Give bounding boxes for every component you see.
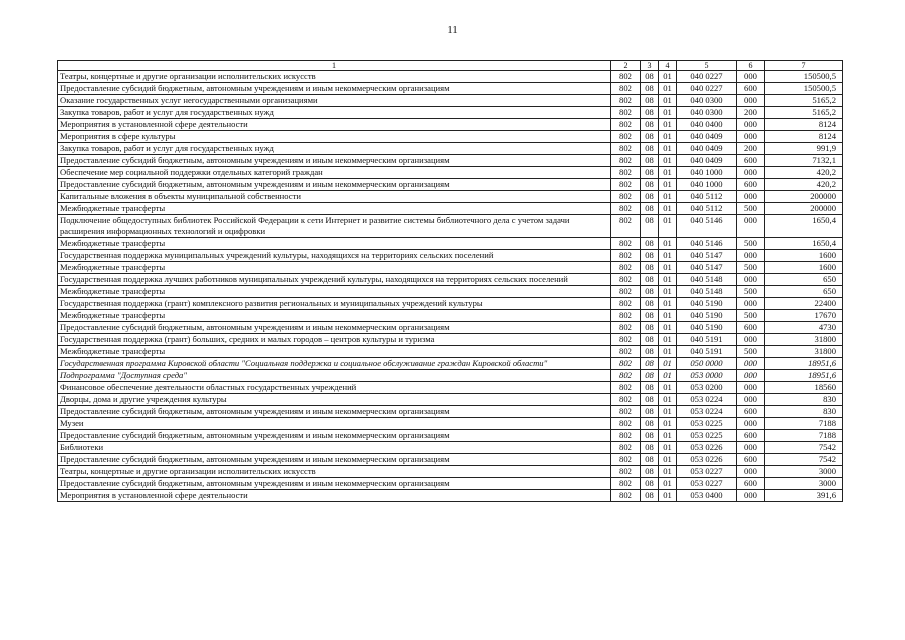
table-row bbox=[58, 322, 843, 334]
row-code-4: 01 bbox=[659, 274, 677, 286]
row-name: Финансовое обеспечение деятельности областных государственных учреждений bbox=[58, 382, 611, 394]
row-code-5: 053 0225 bbox=[677, 418, 737, 430]
table-row bbox=[58, 71, 843, 83]
row-code-3: 08 bbox=[641, 478, 659, 490]
row-code-4: 01 bbox=[659, 83, 677, 95]
row-code-2: 802 bbox=[611, 466, 641, 478]
table-row bbox=[58, 358, 843, 370]
row-code-3: 08 bbox=[641, 262, 659, 274]
row-amount: 8124 bbox=[765, 131, 843, 143]
row-code-2: 802 bbox=[611, 334, 641, 346]
row-code-3: 08 bbox=[641, 107, 659, 119]
row-name: Государственная программа Кировской области "Социальная поддержка и социальное обслуживание граждан Кировской области" bbox=[58, 358, 611, 370]
row-code-5: 040 5191 bbox=[677, 334, 737, 346]
table-row bbox=[58, 418, 843, 430]
row-code-4: 01 bbox=[659, 370, 677, 382]
row-code-2: 802 bbox=[611, 167, 641, 179]
row-code-2: 802 bbox=[611, 179, 641, 191]
row-code-5: 050 0000 bbox=[677, 358, 737, 370]
table-row bbox=[58, 155, 843, 167]
row-code-4: 01 bbox=[659, 298, 677, 310]
row-amount: 3000 bbox=[765, 478, 843, 490]
row-code-2: 802 bbox=[611, 370, 641, 382]
row-code-5: 053 0400 bbox=[677, 490, 737, 502]
row-amount: 200000 bbox=[765, 191, 843, 203]
page-number: 11 bbox=[447, 24, 458, 36]
row-code-6: 000 bbox=[737, 167, 765, 179]
row-name: Государственная поддержка лучших работников муниципальных учреждений культуры, находящихся на территориях сельских поселений bbox=[58, 274, 611, 286]
row-name: Предоставление субсидий бюджетным, автономным учреждениям и иным некоммерческим организациям bbox=[58, 454, 611, 466]
row-code-2: 802 bbox=[611, 286, 641, 298]
row-code-6: 500 bbox=[737, 286, 765, 298]
header-col-3: 3 bbox=[641, 61, 659, 71]
row-code-2: 802 bbox=[611, 119, 641, 131]
row-name: Предоставление субсидий бюджетным, автономным учреждениям и иным некоммерческим организациям bbox=[58, 406, 611, 418]
row-code-6: 500 bbox=[737, 262, 765, 274]
row-code-5: 040 1000 bbox=[677, 179, 737, 191]
row-code-6: 000 bbox=[737, 298, 765, 310]
row-code-4: 01 bbox=[659, 107, 677, 119]
table-row bbox=[58, 274, 843, 286]
table-row bbox=[58, 119, 843, 131]
row-code-5: 040 1000 bbox=[677, 167, 737, 179]
row-code-4: 01 bbox=[659, 490, 677, 502]
row-code-6: 600 bbox=[737, 478, 765, 490]
row-amount: 991,9 bbox=[765, 143, 843, 155]
row-code-2: 802 bbox=[611, 250, 641, 262]
row-code-3: 08 bbox=[641, 250, 659, 262]
row-code-5: 040 5191 bbox=[677, 346, 737, 358]
row-code-5: 040 0300 bbox=[677, 107, 737, 119]
table-row bbox=[58, 95, 843, 107]
row-code-6: 000 bbox=[737, 394, 765, 406]
row-code-3: 08 bbox=[641, 466, 659, 478]
row-amount: 7542 bbox=[765, 442, 843, 454]
row-name: Государственная поддержка (грант) комплексного развития региональных и муниципальных учреждений культуры bbox=[58, 298, 611, 310]
row-code-6: 600 bbox=[737, 155, 765, 167]
row-code-3: 08 bbox=[641, 322, 659, 334]
row-name: Предоставление субсидий бюджетным, автономным учреждениям и иным некоммерческим организациям bbox=[58, 430, 611, 442]
row-code-5: 040 0227 bbox=[677, 71, 737, 83]
row-code-3: 08 bbox=[641, 490, 659, 502]
row-amount: 7542 bbox=[765, 454, 843, 466]
row-code-5: 040 5146 bbox=[677, 238, 737, 250]
row-amount: 150500,5 bbox=[765, 71, 843, 83]
row-code-6: 000 bbox=[737, 191, 765, 203]
row-code-5: 053 0227 bbox=[677, 466, 737, 478]
row-amount: 31800 bbox=[765, 346, 843, 358]
row-code-3: 08 bbox=[641, 382, 659, 394]
row-code-2: 802 bbox=[611, 131, 641, 143]
row-code-3: 08 bbox=[641, 430, 659, 442]
row-amount: 17670 bbox=[765, 310, 843, 322]
row-code-3: 08 bbox=[641, 442, 659, 454]
row-amount: 1650,4 bbox=[765, 215, 843, 238]
row-code-2: 802 bbox=[611, 83, 641, 95]
row-code-4: 01 bbox=[659, 310, 677, 322]
row-amount: 830 bbox=[765, 406, 843, 418]
table-row bbox=[58, 490, 843, 502]
row-amount: 7188 bbox=[765, 430, 843, 442]
row-code-5: 053 0000 bbox=[677, 370, 737, 382]
row-code-2: 802 bbox=[611, 394, 641, 406]
table-header-row bbox=[58, 61, 843, 71]
row-name: Мероприятия в установленной сфере деятельности bbox=[58, 119, 611, 131]
row-code-4: 01 bbox=[659, 346, 677, 358]
table-row bbox=[58, 442, 843, 454]
row-code-2: 802 bbox=[611, 71, 641, 83]
row-code-3: 08 bbox=[641, 298, 659, 310]
row-code-4: 01 bbox=[659, 478, 677, 490]
row-amount: 650 bbox=[765, 274, 843, 286]
row-code-4: 01 bbox=[659, 322, 677, 334]
table-row bbox=[58, 215, 843, 238]
row-name: Театры, концертные и другие организации исполнительских искусств bbox=[58, 71, 611, 83]
table-row bbox=[58, 454, 843, 466]
table-row bbox=[58, 382, 843, 394]
row-code-2: 802 bbox=[611, 143, 641, 155]
row-code-2: 802 bbox=[611, 478, 641, 490]
row-code-6: 000 bbox=[737, 418, 765, 430]
row-code-3: 08 bbox=[641, 131, 659, 143]
row-code-5: 040 5190 bbox=[677, 298, 737, 310]
row-code-5: 040 5146 bbox=[677, 215, 737, 238]
row-code-2: 802 bbox=[611, 262, 641, 274]
row-code-2: 802 bbox=[611, 155, 641, 167]
row-code-2: 802 bbox=[611, 490, 641, 502]
row-amount: 7188 bbox=[765, 418, 843, 430]
row-code-4: 01 bbox=[659, 215, 677, 238]
row-code-4: 01 bbox=[659, 382, 677, 394]
row-code-5: 053 0226 bbox=[677, 454, 737, 466]
row-code-4: 01 bbox=[659, 442, 677, 454]
row-code-4: 01 bbox=[659, 250, 677, 262]
row-amount: 1600 bbox=[765, 250, 843, 262]
row-code-5: 040 0409 bbox=[677, 143, 737, 155]
row-code-3: 08 bbox=[641, 310, 659, 322]
table-row bbox=[58, 131, 843, 143]
row-code-4: 01 bbox=[659, 131, 677, 143]
row-code-5: 053 0225 bbox=[677, 430, 737, 442]
table-row bbox=[58, 83, 843, 95]
row-code-6: 000 bbox=[737, 215, 765, 238]
row-code-6: 000 bbox=[737, 442, 765, 454]
row-code-6: 200 bbox=[737, 143, 765, 155]
row-code-5: 053 0226 bbox=[677, 442, 737, 454]
row-code-2: 802 bbox=[611, 215, 641, 238]
row-name: Предоставление субсидий бюджетным, автономным учреждениям и иным некоммерческим организациям bbox=[58, 322, 611, 334]
row-name: Закупка товаров, работ и услуг для государственных нужд bbox=[58, 143, 611, 155]
row-amount: 420,2 bbox=[765, 179, 843, 191]
row-code-6: 500 bbox=[737, 203, 765, 215]
row-name: Мероприятия в установленной сфере деятельности bbox=[58, 490, 611, 502]
row-code-5: 053 0200 bbox=[677, 382, 737, 394]
row-name: Межбюджетные трансферты bbox=[58, 262, 611, 274]
table-row bbox=[58, 394, 843, 406]
header-col-1: 1 bbox=[58, 61, 611, 71]
row-code-6: 600 bbox=[737, 322, 765, 334]
row-amount: 3000 bbox=[765, 466, 843, 478]
table-row bbox=[58, 179, 843, 191]
row-code-4: 01 bbox=[659, 71, 677, 83]
row-code-6: 000 bbox=[737, 490, 765, 502]
row-code-3: 08 bbox=[641, 155, 659, 167]
row-name: Оказание государственных услуг негосударственными организациями bbox=[58, 95, 611, 107]
row-code-2: 802 bbox=[611, 274, 641, 286]
row-code-2: 802 bbox=[611, 310, 641, 322]
row-code-3: 08 bbox=[641, 418, 659, 430]
row-code-4: 01 bbox=[659, 203, 677, 215]
header-col-2: 2 bbox=[611, 61, 641, 71]
row-name: Предоставление субсидий бюджетным, автономным учреждениям и иным некоммерческим организациям bbox=[58, 179, 611, 191]
row-code-6: 000 bbox=[737, 334, 765, 346]
header-col-6: 6 bbox=[737, 61, 765, 71]
row-code-4: 01 bbox=[659, 191, 677, 203]
row-amount: 31800 bbox=[765, 334, 843, 346]
row-name: Предоставление субсидий бюджетным, автономным учреждениям и иным некоммерческим организациям bbox=[58, 478, 611, 490]
row-code-5: 040 0400 bbox=[677, 119, 737, 131]
row-code-3: 08 bbox=[641, 191, 659, 203]
row-code-2: 802 bbox=[611, 382, 641, 394]
row-name: Дворцы, дома и другие учреждения культуры bbox=[58, 394, 611, 406]
row-code-3: 08 bbox=[641, 71, 659, 83]
row-code-2: 802 bbox=[611, 107, 641, 119]
header-col-5: 5 bbox=[677, 61, 737, 71]
row-amount: 650 bbox=[765, 286, 843, 298]
row-name: Межбюджетные трансферты bbox=[58, 346, 611, 358]
table-row bbox=[58, 262, 843, 274]
table-row bbox=[58, 310, 843, 322]
table-row bbox=[58, 238, 843, 250]
row-code-3: 08 bbox=[641, 143, 659, 155]
row-amount: 1600 bbox=[765, 262, 843, 274]
table-row bbox=[58, 203, 843, 215]
row-name: Подключение общедоступных библиотек Российской Федерации к сети Интернет и развитие системы библиотечного дела с учетом задачи расширения информационных технологий и оцифровки bbox=[58, 215, 611, 238]
row-code-5: 040 0409 bbox=[677, 155, 737, 167]
row-code-5: 040 0409 bbox=[677, 131, 737, 143]
row-code-6: 000 bbox=[737, 382, 765, 394]
row-code-6: 600 bbox=[737, 83, 765, 95]
row-code-5: 053 0224 bbox=[677, 394, 737, 406]
row-code-5: 040 5112 bbox=[677, 203, 737, 215]
table-row bbox=[58, 107, 843, 119]
row-code-5: 040 0300 bbox=[677, 95, 737, 107]
row-code-3: 08 bbox=[641, 346, 659, 358]
row-code-3: 08 bbox=[641, 119, 659, 131]
row-code-4: 01 bbox=[659, 358, 677, 370]
row-name: Межбюджетные трансферты bbox=[58, 286, 611, 298]
row-code-2: 802 bbox=[611, 203, 641, 215]
row-code-4: 01 bbox=[659, 286, 677, 298]
row-code-4: 01 bbox=[659, 238, 677, 250]
row-code-3: 08 bbox=[641, 203, 659, 215]
row-code-4: 01 bbox=[659, 262, 677, 274]
table-row bbox=[58, 298, 843, 310]
row-code-5: 040 5112 bbox=[677, 191, 737, 203]
table-row bbox=[58, 466, 843, 478]
row-code-6: 000 bbox=[737, 466, 765, 478]
table-row bbox=[58, 286, 843, 298]
row-code-4: 01 bbox=[659, 155, 677, 167]
row-name: Капитальные вложения в объекты муниципальной собственности bbox=[58, 191, 611, 203]
table-row bbox=[58, 167, 843, 179]
row-code-4: 01 bbox=[659, 430, 677, 442]
row-code-6: 600 bbox=[737, 179, 765, 191]
row-name: Музеи bbox=[58, 418, 611, 430]
row-code-4: 01 bbox=[659, 334, 677, 346]
row-code-5: 040 5147 bbox=[677, 250, 737, 262]
row-name: Подпрограмма "Доступная среда" bbox=[58, 370, 611, 382]
table-row bbox=[58, 370, 843, 382]
row-name: Театры, концертные и другие организации исполнительских искусств bbox=[58, 466, 611, 478]
row-code-2: 802 bbox=[611, 322, 641, 334]
row-code-3: 08 bbox=[641, 286, 659, 298]
row-name: Обеспечение мер социальной поддержки отдельных категорий граждан bbox=[58, 167, 611, 179]
row-code-6: 600 bbox=[737, 454, 765, 466]
row-amount: 4730 bbox=[765, 322, 843, 334]
row-name: Государственная поддержка муниципальных учреждений культуры, находящихся на территориях сельских поселений bbox=[58, 250, 611, 262]
row-code-6: 000 bbox=[737, 358, 765, 370]
row-code-6: 000 bbox=[737, 131, 765, 143]
row-code-5: 040 0227 bbox=[677, 83, 737, 95]
row-name: Межбюджетные трансферты bbox=[58, 238, 611, 250]
table-row bbox=[58, 250, 843, 262]
row-amount: 18951,6 bbox=[765, 370, 843, 382]
row-code-3: 08 bbox=[641, 167, 659, 179]
row-code-2: 802 bbox=[611, 191, 641, 203]
row-amount: 5165,2 bbox=[765, 95, 843, 107]
row-code-3: 08 bbox=[641, 83, 659, 95]
row-code-4: 01 bbox=[659, 167, 677, 179]
row-name: Мероприятия в сфере культуры bbox=[58, 131, 611, 143]
table-row bbox=[58, 406, 843, 418]
row-code-6: 500 bbox=[737, 310, 765, 322]
row-amount: 420,2 bbox=[765, 167, 843, 179]
header-col-4: 4 bbox=[659, 61, 677, 71]
table-row bbox=[58, 478, 843, 490]
table-row bbox=[58, 143, 843, 155]
row-code-2: 802 bbox=[611, 298, 641, 310]
row-code-2: 802 bbox=[611, 358, 641, 370]
row-code-5: 053 0227 bbox=[677, 478, 737, 490]
row-code-6: 000 bbox=[737, 95, 765, 107]
row-code-3: 08 bbox=[641, 406, 659, 418]
row-code-4: 01 bbox=[659, 119, 677, 131]
budget-table bbox=[57, 60, 843, 502]
row-code-6: 500 bbox=[737, 346, 765, 358]
header-col-7: 7 bbox=[765, 61, 843, 71]
row-amount: 18560 bbox=[765, 382, 843, 394]
row-code-6: 000 bbox=[737, 119, 765, 131]
row-code-2: 802 bbox=[611, 95, 641, 107]
row-code-5: 040 5190 bbox=[677, 322, 737, 334]
row-code-5: 040 5147 bbox=[677, 262, 737, 274]
row-name: Государственная поддержка (грант) больших, средних и малых городов – центров культуры и туризма bbox=[58, 334, 611, 346]
row-code-3: 08 bbox=[641, 215, 659, 238]
row-code-2: 802 bbox=[611, 430, 641, 442]
row-code-4: 01 bbox=[659, 466, 677, 478]
row-code-3: 08 bbox=[641, 394, 659, 406]
row-code-3: 08 bbox=[641, 238, 659, 250]
row-code-2: 802 bbox=[611, 442, 641, 454]
row-amount: 391,6 bbox=[765, 490, 843, 502]
row-code-3: 08 bbox=[641, 334, 659, 346]
table-row bbox=[58, 346, 843, 358]
row-amount: 8124 bbox=[765, 119, 843, 131]
row-code-6: 600 bbox=[737, 430, 765, 442]
row-code-2: 802 bbox=[611, 238, 641, 250]
row-amount: 1650,4 bbox=[765, 238, 843, 250]
row-code-4: 01 bbox=[659, 406, 677, 418]
table-row bbox=[58, 191, 843, 203]
row-code-6: 000 bbox=[737, 274, 765, 286]
row-code-5: 040 5190 bbox=[677, 310, 737, 322]
row-code-3: 08 bbox=[641, 179, 659, 191]
row-code-4: 01 bbox=[659, 418, 677, 430]
row-code-6: 200 bbox=[737, 107, 765, 119]
row-amount: 150500,5 bbox=[765, 83, 843, 95]
row-code-2: 802 bbox=[611, 418, 641, 430]
row-amount: 22400 bbox=[765, 298, 843, 310]
row-code-6: 500 bbox=[737, 238, 765, 250]
row-amount: 5165,2 bbox=[765, 107, 843, 119]
row-code-3: 08 bbox=[641, 358, 659, 370]
row-name: Предоставление субсидий бюджетным, автономным учреждениям и иным некоммерческим организациям bbox=[58, 83, 611, 95]
row-code-2: 802 bbox=[611, 454, 641, 466]
row-code-2: 802 bbox=[611, 346, 641, 358]
row-code-2: 802 bbox=[611, 406, 641, 418]
row-code-4: 01 bbox=[659, 394, 677, 406]
row-code-6: 000 bbox=[737, 71, 765, 83]
row-code-4: 01 bbox=[659, 143, 677, 155]
row-code-6: 000 bbox=[737, 250, 765, 262]
row-name: Межбюджетные трансферты bbox=[58, 203, 611, 215]
row-code-5: 040 5148 bbox=[677, 274, 737, 286]
table-row bbox=[58, 430, 843, 442]
row-code-6: 000 bbox=[737, 370, 765, 382]
row-code-5: 040 5148 bbox=[677, 286, 737, 298]
row-code-3: 08 bbox=[641, 274, 659, 286]
row-amount: 18951,6 bbox=[765, 358, 843, 370]
row-code-3: 08 bbox=[641, 370, 659, 382]
row-amount: 830 bbox=[765, 394, 843, 406]
row-name: Закупка товаров, работ и услуг для государственных нужд bbox=[58, 107, 611, 119]
row-code-4: 01 bbox=[659, 179, 677, 191]
row-name: Библиотеки bbox=[58, 442, 611, 454]
row-code-3: 08 bbox=[641, 95, 659, 107]
row-name: Предоставление субсидий бюджетным, автономным учреждениям и иным некоммерческим организациям bbox=[58, 155, 611, 167]
table-body bbox=[58, 61, 843, 502]
row-code-4: 01 bbox=[659, 454, 677, 466]
row-code-4: 01 bbox=[659, 95, 677, 107]
row-amount: 7132,1 bbox=[765, 155, 843, 167]
row-code-5: 053 0224 bbox=[677, 406, 737, 418]
row-code-6: 600 bbox=[737, 406, 765, 418]
row-name: Межбюджетные трансферты bbox=[58, 310, 611, 322]
table-row bbox=[58, 334, 843, 346]
row-amount: 200000 bbox=[765, 203, 843, 215]
row-code-3: 08 bbox=[641, 454, 659, 466]
